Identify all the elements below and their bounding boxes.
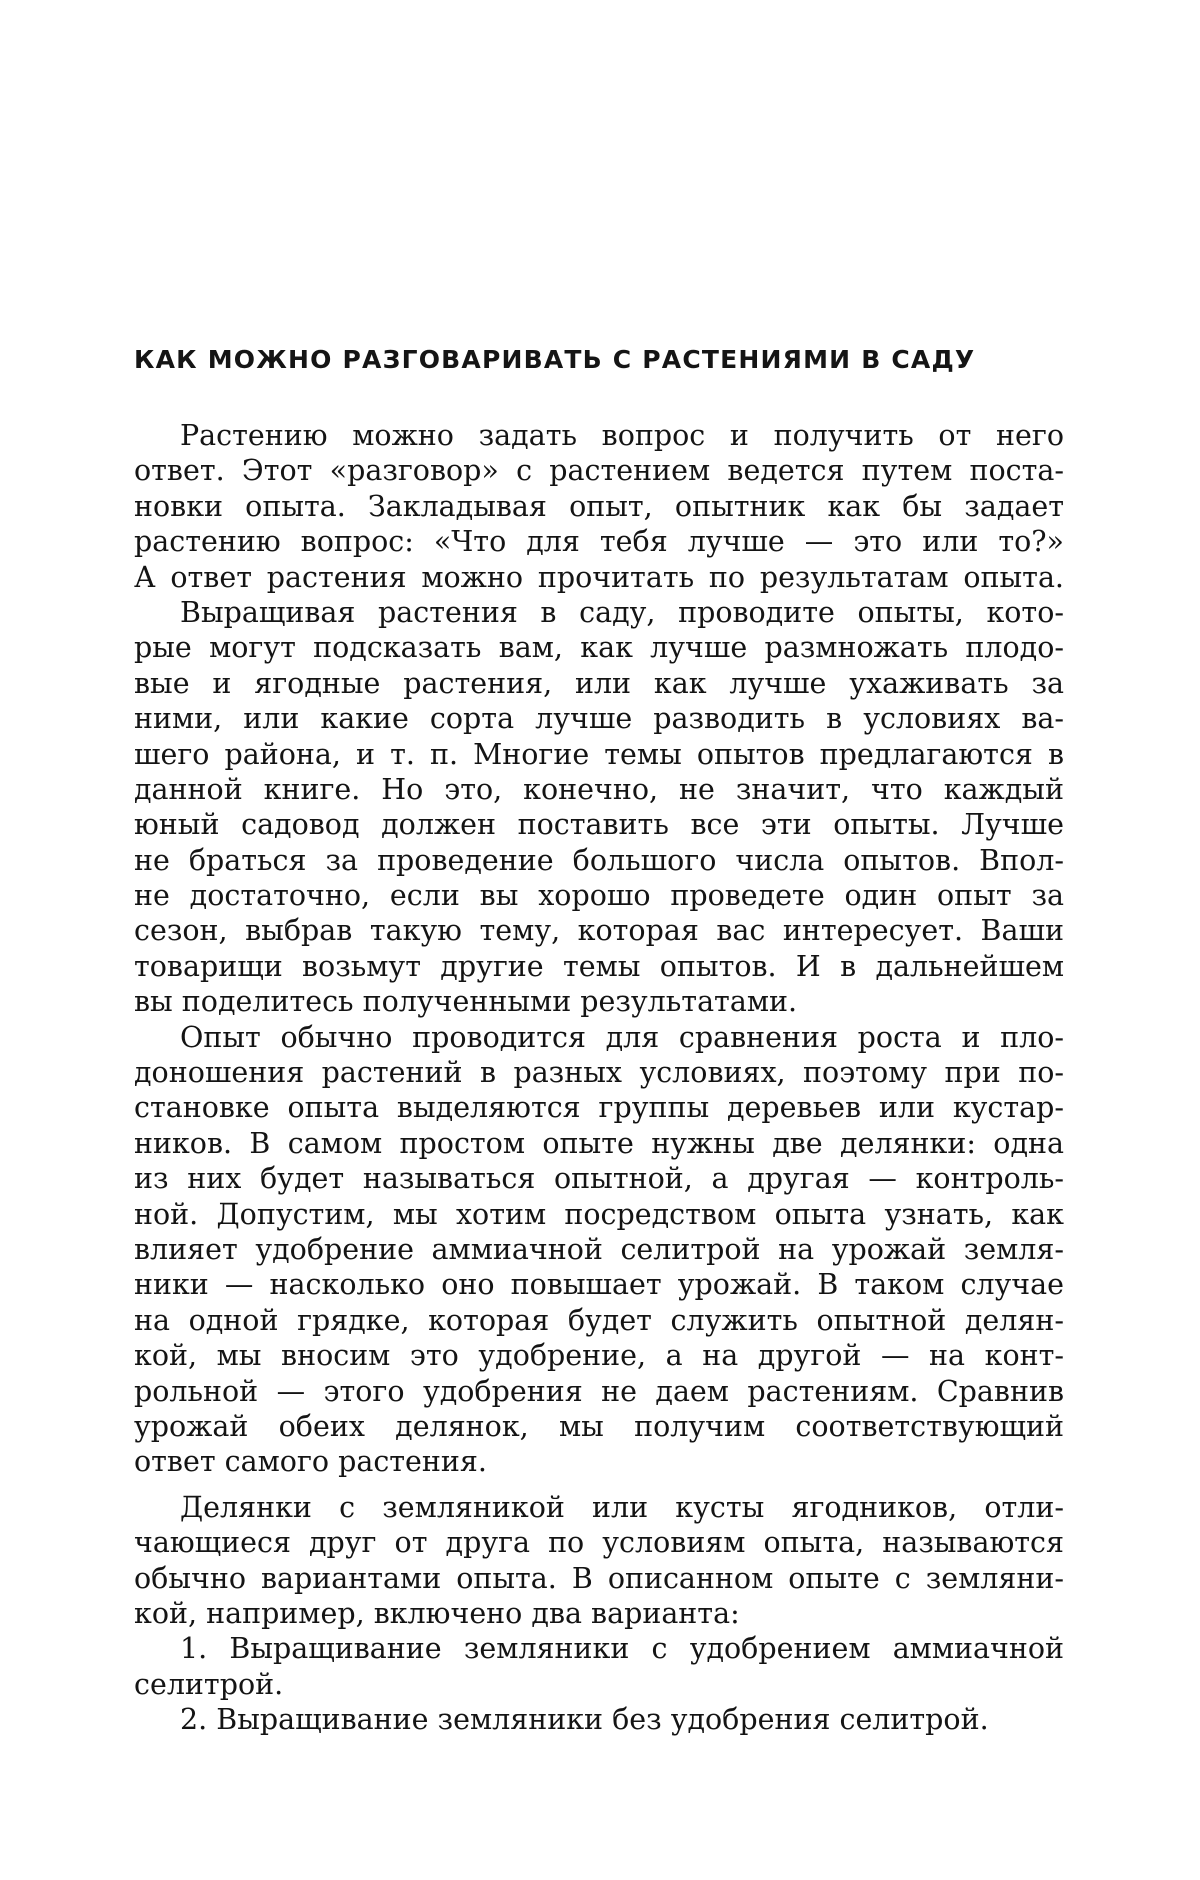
text-line: 1. Выращивание земляники с удобрением аммиачной (180, 1632, 1064, 1666)
paragraph (134, 595, 1064, 1020)
paragraph-spacer (134, 1480, 1064, 1490)
text-line: 2. Выращивание земляники без удобрения селитрой. (180, 1703, 989, 1737)
paragraph (134, 1020, 1064, 1480)
section-heading: КАК МОЖНО РАЗГОВАРИВАТЬ С РАСТЕНИЯМИ В САДУ (134, 345, 976, 374)
text-line: новки опыта. Закладывая опыт, опытник как бы задает (134, 489, 1064, 523)
text-line: сезон, выбрав такую тему, которая вас интересует. Ваши (134, 914, 1064, 948)
text-line: А ответ растения можно прочитать по результатам опыта. (134, 560, 1064, 594)
text-line: становке опыта выделяются группы деревьев или кустар- (134, 1091, 1064, 1125)
text-line: кой, например, включено два варианта: (134, 1596, 740, 1630)
paragraph (134, 1490, 1064, 1632)
text-line: Делянки с земляникой или кусты ягодников, отли- (180, 1490, 1064, 1524)
text-line: Растению можно задать вопрос и получить от него (180, 419, 1064, 452)
text-line: кой, мы вносим это удобрение, а на другой — на конт- (134, 1339, 1064, 1373)
text-line: ной. Допустим, мы хотим посредством опыта узнать, как (134, 1197, 1064, 1231)
text-line: растению вопрос: «Что для тебя лучше — это или то?» (134, 525, 1064, 559)
text-line: вые и ягодные растения, или как лучше ухаживать за (134, 666, 1064, 700)
paragraph (134, 418, 1064, 595)
list-item (134, 1631, 1064, 1702)
text-line: ответ самого растения. (134, 1445, 487, 1479)
text-line: Опыт обычно проводится для сравнения роста и пло- (180, 1020, 1064, 1054)
text-line: урожай обеих делянок, мы получим соответствующий (134, 1409, 1064, 1443)
text-line: доношения растений в разных условиях, поэтому при по- (134, 1056, 1064, 1090)
text-line: селитрой. (134, 1667, 284, 1701)
text-line: ними, или какие сорта лучше разводить в условиях ва- (134, 702, 1064, 736)
text-line: ответ. Этот «разговор» с растением ведется путем поста- (134, 454, 1064, 488)
text-line: чающиеся друг от друга по условиям опыта, называются (134, 1526, 1064, 1560)
body-text (134, 418, 1064, 1737)
text-line: шего района, и т. п. Многие темы опытов предлагаются в (134, 737, 1064, 771)
text-line: ников. В самом простом опыте нужны две делянки: одна (134, 1126, 1064, 1160)
text-line: рые могут подсказать вам, как лучше размножать плодо- (134, 631, 1064, 665)
text-line: товарищи возьмут другие темы опытов. И в дальнейшем (134, 949, 1064, 983)
text-line: Выращивая растения в саду, проводите опыты, кото- (180, 595, 1064, 629)
text-line: на одной грядке, которая будет служить опытной делян- (134, 1303, 1064, 1337)
text-line: влияет удобрение аммиачной селитрой на урожай земля- (134, 1232, 1064, 1266)
text-line: ники — насколько оно повышает урожай. В таком случае (134, 1268, 1064, 1302)
text-line: данной книге. Но это, конечно, не значит, что каждый (134, 772, 1064, 806)
text-line: из них будет называться опытной, а другая — контроль- (134, 1162, 1064, 1196)
text-line: не достаточно, если вы хорошо проведете один опыт за (134, 879, 1064, 913)
text-line: рольной — этого удобрения не даем растениям. Сравнив (134, 1374, 1064, 1408)
text-line: не браться за проведение большого числа опытов. Впол- (134, 843, 1064, 877)
list-item (134, 1702, 1064, 1737)
text-line: юный садовод должен поставить все эти опыты. Лучше (134, 808, 1064, 842)
text-line: обычно вариантами опыта. В описанном опыте с земляни- (134, 1561, 1064, 1595)
text-line: вы поделитесь полученными результатами. (134, 985, 798, 1019)
